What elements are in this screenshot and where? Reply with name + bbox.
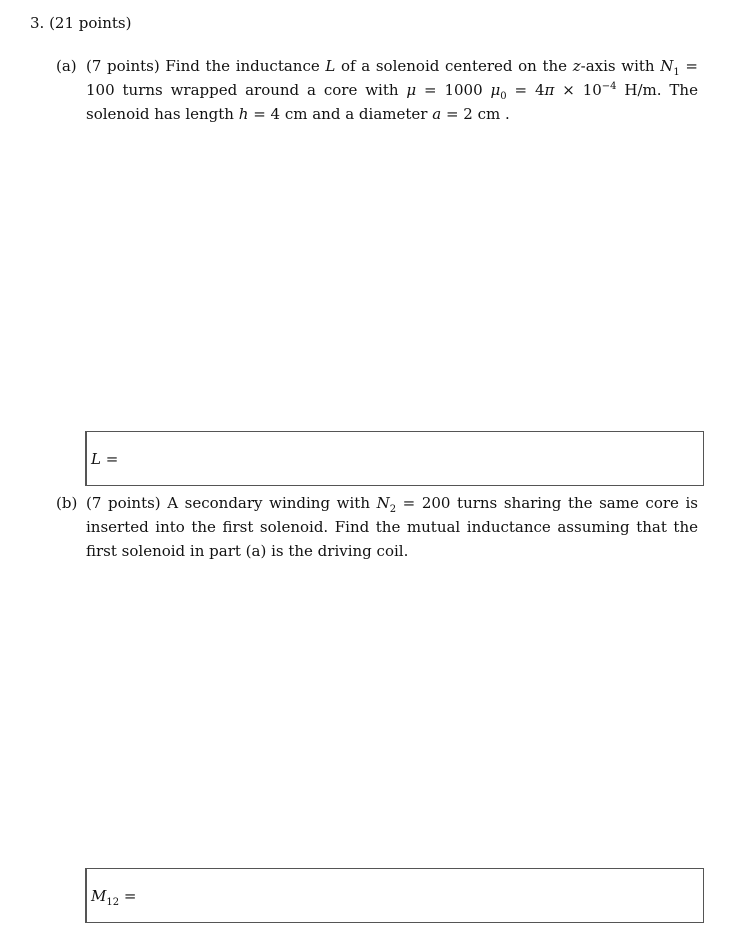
part-a-text-1: Find the inductance — [165, 57, 320, 75]
var-mu: μ — [406, 81, 417, 99]
part-a-text-9: = 4 cm and a diameter — [253, 105, 428, 123]
part-a-text-10: = 2 cm . — [445, 105, 510, 123]
part-a-label: (a) — [56, 57, 77, 75]
var-pi: π — [544, 81, 555, 99]
part-a-text-4: = 100 turns wrapped around a core with — [86, 57, 698, 99]
part-b-label: (b) — [56, 494, 78, 512]
answer-label-a — [91, 450, 118, 468]
answer-box-b[interactable] — [85, 868, 704, 923]
problem-heading: 3. (21 points) — [30, 14, 132, 32]
part-b — [56, 491, 698, 563]
part-a-text-3: -axis with — [580, 57, 655, 75]
answer-label-b — [91, 887, 137, 908]
part-b-text-2: = 200 turns sharing the same core is inserted into the first solenoid. Find the mutual inductance assuming that the first solenoid in part (a) is the driving coil. — [86, 494, 698, 560]
sub-2: 2 — [389, 504, 397, 515]
part-a — [56, 54, 698, 126]
part-a-text-6: = 4 — [514, 81, 545, 99]
answer-eq-b: = — [123, 887, 137, 905]
part-b-points: (7 points) — [86, 494, 161, 512]
box-divider — [86, 432, 87, 485]
var-n1: N — [660, 57, 674, 75]
answer-var-l: L — [91, 450, 101, 468]
var-mu0: μ — [490, 81, 501, 99]
answer-box-a[interactable] — [85, 431, 704, 486]
part-a-text-8: H/m. The solenoid has length — [86, 81, 698, 123]
part-b-text-1: A secondary winding with — [167, 494, 370, 512]
box-divider — [86, 869, 87, 922]
part-a-question — [86, 54, 698, 126]
var-z: z — [572, 57, 581, 75]
sub-0: 0 — [500, 91, 507, 102]
answer-sub-12: 12 — [106, 897, 120, 908]
sub-1: 1 — [673, 67, 680, 78]
var-h: h — [238, 105, 249, 123]
part-b-question — [86, 491, 698, 563]
part-a-text-7: × 10 — [562, 81, 602, 99]
answer-var-m: M — [91, 887, 107, 905]
answer-eq-a: = — [105, 450, 119, 468]
var-n2: N — [376, 494, 390, 512]
part-a-text-2: of a solenoid centered on the — [341, 57, 568, 75]
var-a: a — [432, 105, 442, 123]
var-inductance: L — [325, 57, 336, 75]
part-a-text-5: = 1000 — [424, 81, 483, 99]
sup-exponent: −4 — [601, 81, 617, 92]
part-a-points: (7 points) — [86, 57, 160, 75]
